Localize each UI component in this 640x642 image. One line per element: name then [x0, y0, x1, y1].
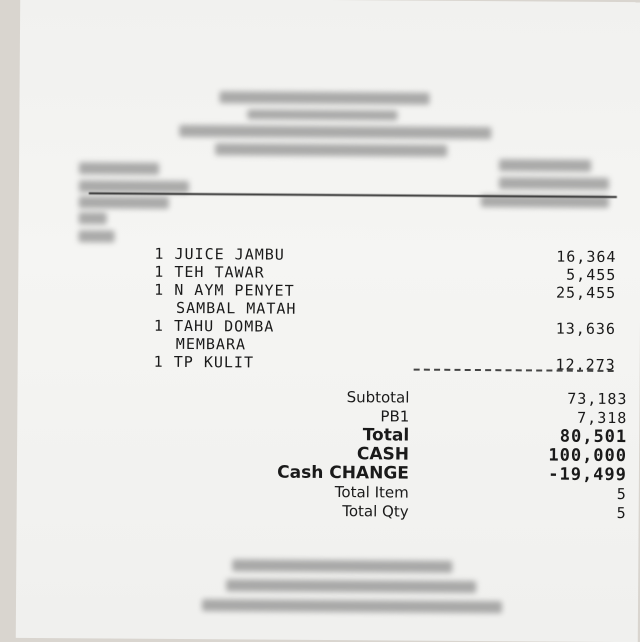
blurred-meta-left-5 — [79, 230, 115, 242]
list-item: SAMBAL MATAH — [176, 298, 297, 318]
blurred-meta-left-1 — [79, 162, 159, 175]
blurred-meta-right-1 — [499, 159, 591, 172]
blurred-footer-line-1 — [232, 559, 452, 573]
list-item: MEMBARA — [175, 334, 247, 354]
blurred-address-line-2 — [215, 143, 447, 157]
totals-block — [197, 387, 628, 523]
blurred-footer-line-2 — [226, 579, 476, 593]
receipt-paper — [16, 0, 640, 642]
blurred-meta-left-4 — [79, 212, 107, 224]
subtotal-row: Subtotal 73,183 — [346, 388, 628, 409]
total-qty-row: Total Qty 5 — [342, 502, 627, 523]
blurred-meta-right-2 — [499, 177, 609, 190]
pb1-row: PB1 7,318 — [380, 407, 628, 428]
cash-row: CASH 100,000 — [356, 444, 628, 467]
list-item: 1 TAHU DOMBA 13,636 — [153, 316, 617, 339]
blurred-meta-left-2 — [79, 180, 189, 193]
list-item: 1 N AYM PENYET 25,455 — [154, 280, 617, 303]
total-item-row: Total Item 5 — [334, 483, 627, 504]
list-item: 1 TP KULIT 12,273 — [153, 352, 616, 375]
blurred-footer-line-3 — [202, 599, 502, 613]
blurred-meta-left-3 — [79, 196, 169, 209]
list-item: 1 TEH TAWAR 5,455 — [154, 262, 617, 285]
change-row: Cash CHANGE -19,499 — [277, 462, 627, 486]
blurred-address-line-1 — [179, 125, 491, 139]
total-row: Total 80,501 — [362, 425, 628, 448]
blurred-store-line-2 — [247, 109, 397, 120]
blurred-store-name — [220, 91, 430, 104]
item-list — [154, 245, 617, 374]
list-item: 1 JUICE JAMBU 16,364 — [154, 244, 617, 267]
